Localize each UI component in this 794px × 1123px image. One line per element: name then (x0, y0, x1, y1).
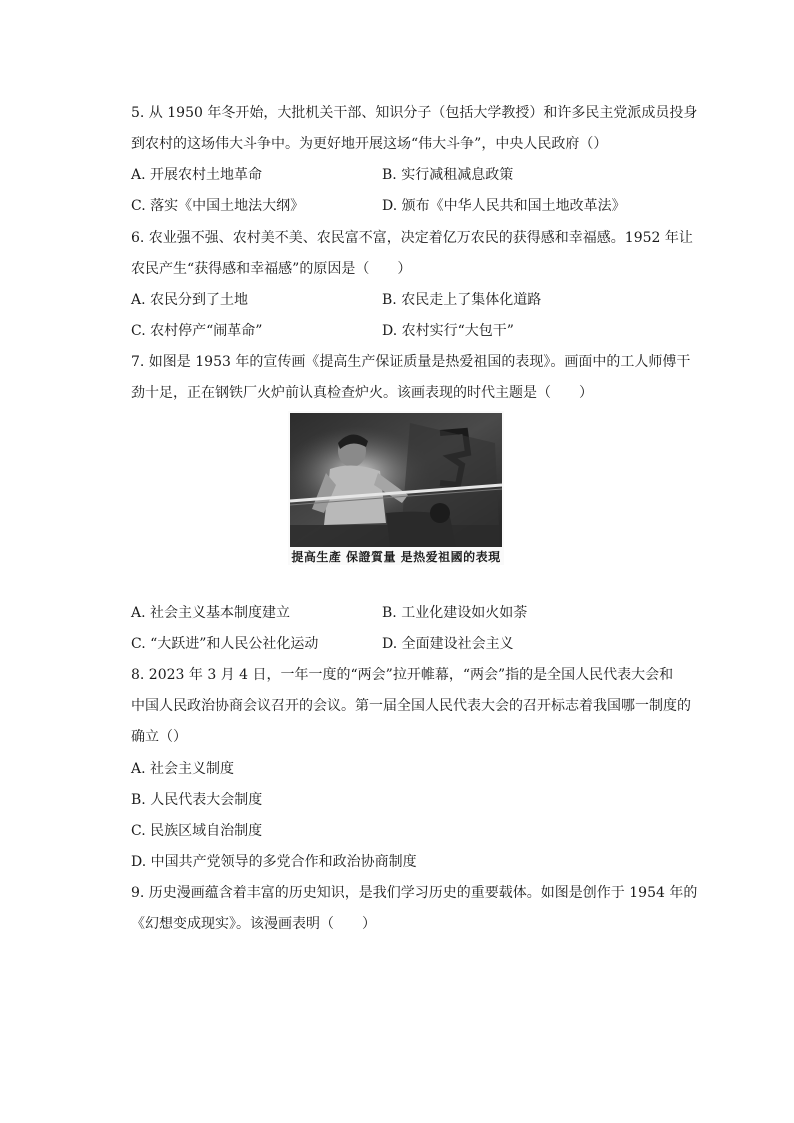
q7-option-b[interactable]: B. 工业化建设如火如荼 (382, 605, 528, 621)
q5-options-row-1 (131, 165, 691, 185)
q5-option-a[interactable]: A. 开展农村土地革命 (131, 167, 263, 183)
propaganda-poster-image (288, 411, 504, 565)
q6-options-row-2 (131, 321, 691, 341)
q7-option-c[interactable]: C. “大跃进”和人民公社化运动 (131, 636, 319, 652)
q9-stem-line-2: 《幻想变成现实》。该漫画表明（ ） (131, 916, 376, 932)
q5-option-c[interactable]: C. 落实《中国土地法大纲》 (131, 198, 305, 214)
q6-option-d[interactable]: D. 农村实行“大包干” (382, 323, 514, 339)
q6-stem-line-1: 6. 农业强不强、农村美不美、农民富不富，决定着亿万农民的获得感和幸福感。1952 年让 (131, 230, 693, 246)
q6-options-row-1 (131, 290, 691, 310)
q5-option-b[interactable]: B. 实行减租减息政策 (382, 167, 514, 183)
q8-option-a[interactable]: A. 社会主义制度 (131, 761, 235, 777)
worker-at-furnace-illustration (290, 413, 502, 547)
q5-stem-line-2: 到农村的这场伟大斗争中。为更好地开展这场“伟大斗争”，中央人民政府（） (131, 136, 608, 152)
q8-option-d[interactable]: D. 中国共产党领导的多党合作和政治协商制度 (131, 854, 417, 870)
q6-option-a[interactable]: A. 农民分到了土地 (131, 292, 249, 308)
q7-options-row-1 (131, 603, 691, 623)
q8-stem-line-2: 中国人民政治协商会议召开的会议。第一届全国人民代表大会的召开标志着我国哪一制度的 (131, 698, 691, 714)
q6-option-c[interactable]: C. 农村停产“闹革命” (131, 323, 263, 339)
q8-stem-line-1: 8. 2023 年 3 月 4 日，一年一度的“两会”拉开帷幕，“两会”指的是全国人民代表大会和 (131, 667, 674, 683)
q7-option-d[interactable]: D. 全面建设社会主义 (382, 636, 514, 652)
q8-stem-line-3: 确立（） (131, 729, 187, 745)
q8-option-b[interactable]: B. 人民代表大会制度 (131, 792, 263, 808)
q9-stem-line-1: 9. 历史漫画蕴含着丰富的历史知识，是我们学习历史的重要载体。如图是创作于 1954 年的 (131, 885, 698, 901)
q5-options-row-2 (131, 196, 691, 216)
q5-stem-line-1: 5. 从 1950 年冬开始，大批机关干部、知识分子（包括大学教授）和许多民主党派成员投身 (131, 105, 698, 121)
poster-caption: 提高生產 保證質量 是热爱祖國的表現 (291, 550, 501, 564)
q7-stem-line-1: 7. 如图是 1953 年的宣传画《提高生产保证质量是热爱祖国的表现》。画面中的工人师傅干 (131, 354, 691, 370)
q7-option-a[interactable]: A. 社会主义基本制度建立 (131, 605, 291, 621)
q8-option-c[interactable]: C. 民族区域自治制度 (131, 823, 263, 839)
q6-stem-line-2: 农民产生“获得感和幸福感”的原因是（ ） (131, 261, 412, 277)
q5-option-d[interactable]: D. 颁布《中华人民共和国土地改革法》 (382, 198, 626, 214)
q7-stem-line-2: 劲十足，正在钢铁厂火炉前认真检查炉火。该画表现的时代主题是（ ） (131, 385, 593, 401)
q6-option-b[interactable]: B. 农民走上了集体化道路 (382, 292, 542, 308)
q7-options-row-2 (131, 634, 691, 654)
